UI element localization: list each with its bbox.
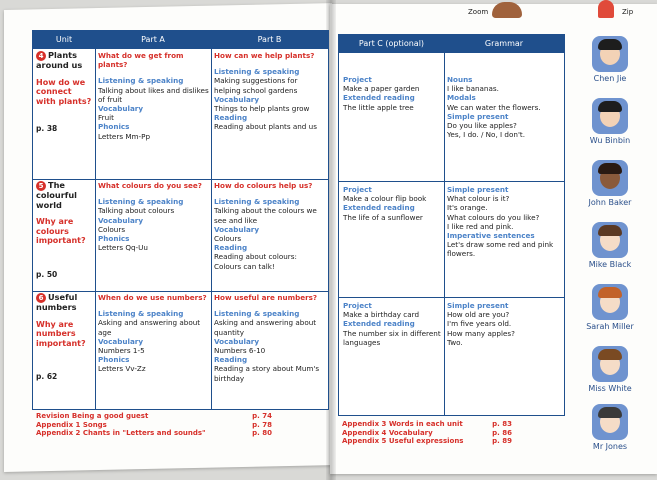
section-text: Things to help plants grow xyxy=(214,104,310,114)
part-c-cell xyxy=(343,301,441,347)
header-grammar: Grammar xyxy=(484,39,524,48)
section-label: Simple present xyxy=(447,185,509,194)
header-part-c: Part C (optional) xyxy=(358,39,425,48)
section-text: Reading a story about Mum's birthday xyxy=(214,364,320,383)
part-b-question: How useful are numbers? xyxy=(214,293,318,302)
section-label: Project xyxy=(343,301,372,310)
section-label: Extended reading xyxy=(343,319,415,329)
section-label: Phonics xyxy=(98,122,130,132)
part-c-cell xyxy=(343,185,441,222)
character-avatar-icon xyxy=(592,36,628,72)
spacer xyxy=(36,313,93,320)
section-text: What colour is it? xyxy=(447,194,510,204)
spacer xyxy=(98,69,209,76)
section-label: Project xyxy=(343,185,372,194)
section-text: I'm five years old. xyxy=(447,319,512,329)
section-text: Making suggestions for helping school gardens xyxy=(214,76,298,95)
character-avatar-icon xyxy=(592,404,628,440)
section-text: Let's draw some red and pink flowers. xyxy=(447,240,554,259)
zip-squirrel-icon xyxy=(598,0,614,18)
character-card xyxy=(572,36,648,83)
footer-row xyxy=(342,429,512,438)
part-a-cell xyxy=(98,51,209,141)
section-text: I like red and pink. xyxy=(447,221,514,231)
footer-page: p. 74 xyxy=(252,412,272,420)
section-text: Make a colour flip book xyxy=(343,194,427,204)
unit-question: Why are numbers important? xyxy=(36,319,86,348)
unit-title: 5 The colourful world xyxy=(36,180,77,210)
section-label: Imperative sentences xyxy=(447,231,535,241)
grammar-cell xyxy=(447,185,562,259)
unit-cell xyxy=(36,51,93,179)
character-card xyxy=(572,222,648,269)
section-label: Extended reading xyxy=(343,203,415,213)
unit-question: How do we connect with plants? xyxy=(36,77,92,106)
part-a-question: When do we use numbers? xyxy=(98,293,207,302)
section-label: Simple present xyxy=(447,111,509,121)
footer-row xyxy=(36,421,272,430)
section-text: Letters Vv-Zz xyxy=(98,364,146,374)
section-text: Fruit xyxy=(98,113,114,123)
section-label: Vocabulary xyxy=(214,94,260,104)
hair-shape xyxy=(598,163,622,174)
footer-row xyxy=(36,412,272,421)
unit-page: p. 62 xyxy=(36,372,58,381)
footer-page: p. 80 xyxy=(252,429,272,437)
zoom-bear-icon xyxy=(492,2,522,18)
section-text: Talking about colours xyxy=(98,206,175,216)
character-card xyxy=(572,284,648,331)
header-part-b: Part B xyxy=(257,35,282,44)
section-text: Letters Mm-Pp xyxy=(98,131,151,141)
section-text: Make a paper garden xyxy=(343,84,420,94)
grammar-cell xyxy=(447,75,562,139)
character-name: Chen Jie xyxy=(593,74,627,83)
section-text: What colours do you like? xyxy=(447,212,540,222)
section-text: The number six in different languages xyxy=(343,328,441,347)
section-text: Reading about colours: Colours can talk! xyxy=(214,252,297,271)
section-label: Vocabulary xyxy=(98,336,144,346)
section-text: It's orange. xyxy=(447,203,488,213)
section-text: The life of a sunflower xyxy=(343,212,423,222)
character-avatar-icon xyxy=(592,346,628,382)
section-label: Listening & speaking xyxy=(214,309,300,319)
section-text: Yes, I do. / No, I don't. xyxy=(447,130,526,140)
section-label: Vocabulary xyxy=(98,104,144,114)
part-a-question: What colours do you see? xyxy=(98,181,202,190)
section-label: Listening & speaking xyxy=(214,197,300,207)
unit-question: Why are colours important? xyxy=(36,217,86,245)
section-label: Nouns xyxy=(447,75,473,84)
header-part-a: Part A xyxy=(141,35,165,44)
character-name: Wu Binbin xyxy=(589,136,631,145)
spacer xyxy=(214,190,326,197)
footer-page: p. 86 xyxy=(492,428,512,437)
character-name: Miss White xyxy=(588,384,632,393)
section-label: Reading xyxy=(214,243,248,253)
section-text: Talking about the colours we see and like xyxy=(214,206,317,225)
hair-shape xyxy=(598,349,622,360)
character-card xyxy=(572,346,648,393)
section-label: Vocabulary xyxy=(98,215,144,225)
section-label: Phonics xyxy=(98,355,130,365)
section-text: How many apples? xyxy=(447,328,515,338)
part-b-question: How do colours help us? xyxy=(214,181,313,190)
unit-page: p. 38 xyxy=(36,124,58,133)
unit-number-badge: 4 xyxy=(36,51,46,61)
section-label: Listening & speaking xyxy=(98,309,184,319)
character-card xyxy=(572,160,648,207)
section-label: Extended reading xyxy=(343,93,415,103)
contents-table-right xyxy=(338,34,565,416)
footer-page: p. 83 xyxy=(492,420,512,428)
right-footer xyxy=(342,420,512,446)
footer-row xyxy=(36,429,272,438)
section-label: Project xyxy=(343,75,372,84)
left-footer xyxy=(36,412,272,438)
character-avatar-icon xyxy=(592,222,628,258)
unit-title: 4 Plants around us xyxy=(36,50,83,70)
spacer xyxy=(98,302,209,309)
zoom-label: Zoom xyxy=(468,8,489,16)
section-label: Phonics xyxy=(98,234,130,244)
part-b-question: How can we help plants? xyxy=(214,51,315,60)
spacer xyxy=(214,302,326,309)
part-b-cell xyxy=(214,293,326,383)
section-text: Make a birthday card xyxy=(343,310,420,320)
section-label: Modals xyxy=(447,93,476,103)
grammar-cell xyxy=(447,301,562,347)
section-text: Letters Qq-Uu xyxy=(98,243,148,253)
section-text: Colours xyxy=(214,234,242,244)
footer-label: Appendix 2 Chants in "Letters and sounds" xyxy=(36,429,206,437)
character-avatar-icon xyxy=(592,284,628,320)
footer-label: Appendix 1 Songs xyxy=(36,420,107,429)
character-name: Mr Jones xyxy=(592,442,628,451)
part-a-cell xyxy=(98,181,209,252)
section-text: Numbers 6-10 xyxy=(214,346,266,356)
contents-table-left xyxy=(32,30,329,410)
footer-label: Appendix 3 Words in each unit xyxy=(342,420,463,428)
section-label: Vocabulary xyxy=(214,336,260,346)
hair-shape xyxy=(598,225,622,236)
section-text: Asking and answering about quantity xyxy=(214,318,317,337)
footer-label: Appendix 5 Useful expressions xyxy=(342,437,464,445)
footer-label: Appendix 4 Vocabulary xyxy=(342,428,433,437)
spacer xyxy=(98,190,209,197)
section-text: Do you like apples? xyxy=(447,121,517,131)
section-text: How old are you? xyxy=(447,310,510,320)
character-name: John Baker xyxy=(588,198,632,207)
section-text: I like bananas. xyxy=(447,84,499,94)
part-b-cell xyxy=(214,181,326,271)
zip-label: Zip xyxy=(622,8,634,16)
hair-shape xyxy=(598,39,622,50)
unit-number-badge: 5 xyxy=(36,181,46,191)
section-label: Reading xyxy=(214,113,248,123)
spacer xyxy=(36,71,93,78)
section-text: Asking and answering about age xyxy=(98,318,201,337)
header-unit: Unit xyxy=(55,35,73,44)
footer-row xyxy=(342,437,512,446)
left-header xyxy=(33,31,328,49)
footer-label: Revision Being a good guest xyxy=(36,412,149,420)
right-header xyxy=(339,35,564,53)
spacer xyxy=(214,60,326,67)
section-text: Talking about likes and dislikes of fruit xyxy=(98,85,209,104)
spacer xyxy=(36,210,93,217)
section-text: Colours xyxy=(98,224,126,234)
part-a-cell xyxy=(98,293,209,374)
part-a-question: What do we get from plants? xyxy=(98,51,184,70)
unit-page: p. 50 xyxy=(36,269,58,279)
part-c-cell xyxy=(343,75,441,112)
character-name: Mike Black xyxy=(588,260,632,269)
character-avatar-icon xyxy=(592,98,628,134)
footer-page: p. 89 xyxy=(492,437,512,445)
section-text: The little apple tree xyxy=(343,102,414,112)
unit-number-badge: 6 xyxy=(36,293,46,303)
section-label: Listening & speaking xyxy=(98,197,184,207)
section-label: Listening & speaking xyxy=(214,67,300,77)
hair-shape xyxy=(598,101,622,112)
section-label: Reading xyxy=(214,355,248,365)
section-label: Listening & speaking xyxy=(98,76,184,86)
section-text: Two. xyxy=(447,337,463,347)
section-text: Numbers 1-5 xyxy=(98,346,145,356)
section-label: Vocabulary xyxy=(214,224,260,234)
section-text: We can water the flowers. xyxy=(447,102,541,112)
character-name: Sarah Miller xyxy=(586,322,634,331)
unit-cell xyxy=(36,293,93,407)
hair-shape xyxy=(598,287,622,298)
footer-page: p. 78 xyxy=(252,420,272,429)
character-card xyxy=(572,404,648,451)
section-text: Reading about plants and us xyxy=(214,122,317,132)
hair-shape xyxy=(598,407,622,418)
character-card xyxy=(572,98,648,145)
part-b-cell xyxy=(214,51,326,132)
character-avatar-icon xyxy=(592,160,628,196)
unit-cell xyxy=(36,181,93,291)
footer-row xyxy=(342,420,512,429)
section-label: Simple present xyxy=(447,301,509,310)
unit-title: 6 Useful numbers xyxy=(36,292,78,312)
